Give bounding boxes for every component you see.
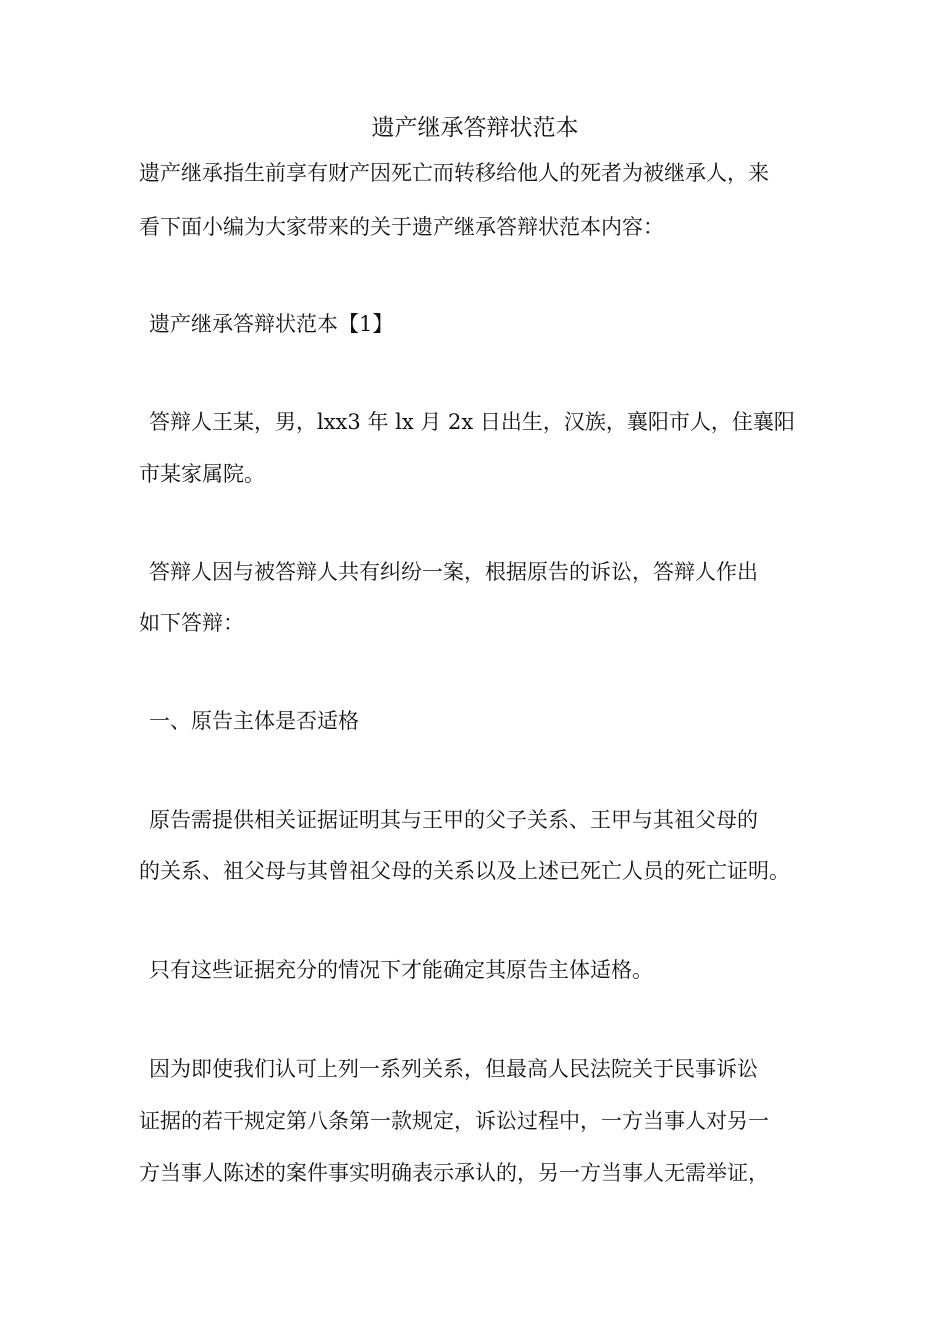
because-line-1: 因为即使我们认可上列一系列关系，但最高人民法院关于民事诉讼	[149, 1057, 758, 1081]
because-line-2: 证据的若干规定第八条第一款规定，诉讼过程中，一方当事人对另一	[139, 1109, 769, 1133]
reason-line-1: 答辩人因与被答辩人共有纠纷一案，根据原告的诉讼，答辩人作出	[149, 560, 758, 584]
point-one-heading: 一、原告主体是否适格	[149, 709, 359, 733]
evidence-line-1: 原告需提供相关证据证明其与王甲的父子关系、王甲与其祖父母的	[149, 808, 758, 832]
respondent-line-2: 市某家属院。	[139, 462, 265, 486]
only-if-line: 只有这些证据充分的情况下才能确定其原告主体适格。	[149, 958, 653, 982]
document-title: 遗产继承答辩状范本	[371, 115, 579, 141]
intro-line-2: 看下面小编为大家带来的关于遗产继承答辩状范本内容：	[139, 215, 664, 239]
intro-line-1: 遗产继承指生前享有财产因死亡而转移给他人的死者为被继承人，来	[139, 161, 769, 185]
evidence-line-2: 的关系、祖父母与其曾祖父母的关系以及上述已死亡人员的死亡证明。	[139, 859, 790, 883]
reason-line-2: 如下答辩：	[139, 611, 244, 635]
respondent-line-1: 答辩人王某，男，lxx3 年 lx 月 2x 日出生，汉族，襄阳市人，住襄阳	[149, 410, 795, 434]
because-line-3: 方当事人陈述的案件事实明确表示承认的，另一方当事人无需举证，	[139, 1161, 769, 1185]
section-heading: 遗产继承答辩状范本【1】	[149, 312, 394, 336]
